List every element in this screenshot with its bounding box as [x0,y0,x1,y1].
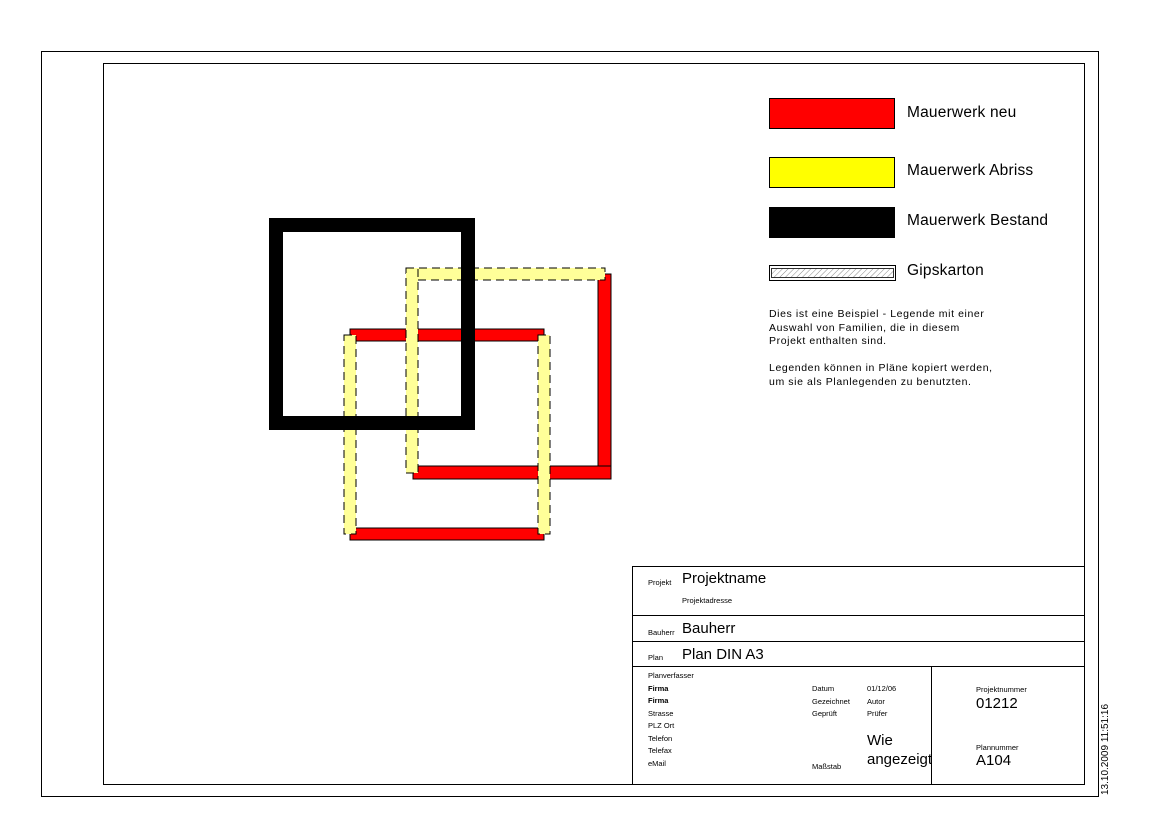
email: eMail [648,758,666,768]
gezeichnet-value: Autor [867,696,885,706]
meta-values [867,683,896,721]
legend-note-spacer [769,349,1029,363]
wall-demolish-top [406,268,605,280]
projektnummer-value: 01212 [976,695,1018,712]
firma-2: Firma [648,696,669,705]
plz-ort: PLZ Ort [648,721,675,730]
legend-swatch-demolish [769,157,895,188]
massstab-value [867,731,932,769]
projekt-label: Projekt [648,578,672,587]
projekt-name: Projektname [682,570,767,587]
legend-swatch-new [769,98,895,129]
legend-note-line: um sie als Planlegenden zu benutzten. [769,375,972,388]
planverfasser-list [648,670,694,770]
bauherr-value: Bauherr [682,620,736,637]
wall-demolish-right-2 [538,335,550,534]
legend-swatch-gipskarton [769,265,896,281]
legend-note-line: Dies ist eine Beispiel - Legende mit einer [769,308,985,320]
wall-new-bottom [413,466,611,479]
projektnummer-label: Projektnummer [976,685,1027,694]
legend-swatch-existing [769,207,895,238]
telefax: Telefax [648,746,672,755]
projekt-adresse: Projektadresse [682,596,733,605]
strasse: Strasse [648,708,674,718]
legend-note-line: Projekt enthalten sind. [769,335,887,347]
plannummer-value: A104 [976,752,1012,769]
plannummer-label: Plannummer [976,743,1019,752]
wall-new-top-2 [350,329,544,341]
datum-value: 01/12/06 [867,684,897,693]
wall-demolish-left-2 [344,335,356,534]
gezeichnet-label: Gezeichnet [812,696,850,706]
plan-label: Plan [648,653,664,662]
legend-note [769,308,1029,389]
legend-note-line: Auswahl von Familien, die in diesem [769,321,960,334]
firma-1: Firma [648,683,669,693]
geprueft-label: Geprüft [812,709,838,718]
geprueft-value: Prüfer [867,709,888,718]
massstab-value-line-2: angezeigt [867,751,933,768]
massstab-value-line-1: Wie [867,732,893,749]
wall-existing-square [269,218,475,430]
legend-label-gipskarton: Gipskarton [907,262,984,279]
massstab-label: Maßstab [812,762,842,771]
meta-labels [812,683,850,721]
wall-new-right [598,274,611,479]
planverfasser-label: Planverfasser [648,671,694,680]
wall-new-bottom-2 [350,528,544,540]
plan-value: Plan DIN A3 [682,646,764,663]
telefon: Telefon [648,733,673,743]
legend-label-demolish: Mauerwerk Abriss [907,162,1034,179]
bauherr-label: Bauherr [648,628,675,637]
wall-demolish-left [406,268,418,473]
legend-label-new: Mauerwerk neu [907,104,1017,121]
legend-note-line: Legenden können in Pläne kopiert werden, [769,362,993,374]
print-timestamp: 13.10.2009 11:51:16 [1100,703,1111,795]
datum-label: Datum [812,684,835,693]
legend-label-existing: Mauerwerk Bestand [907,212,1049,229]
